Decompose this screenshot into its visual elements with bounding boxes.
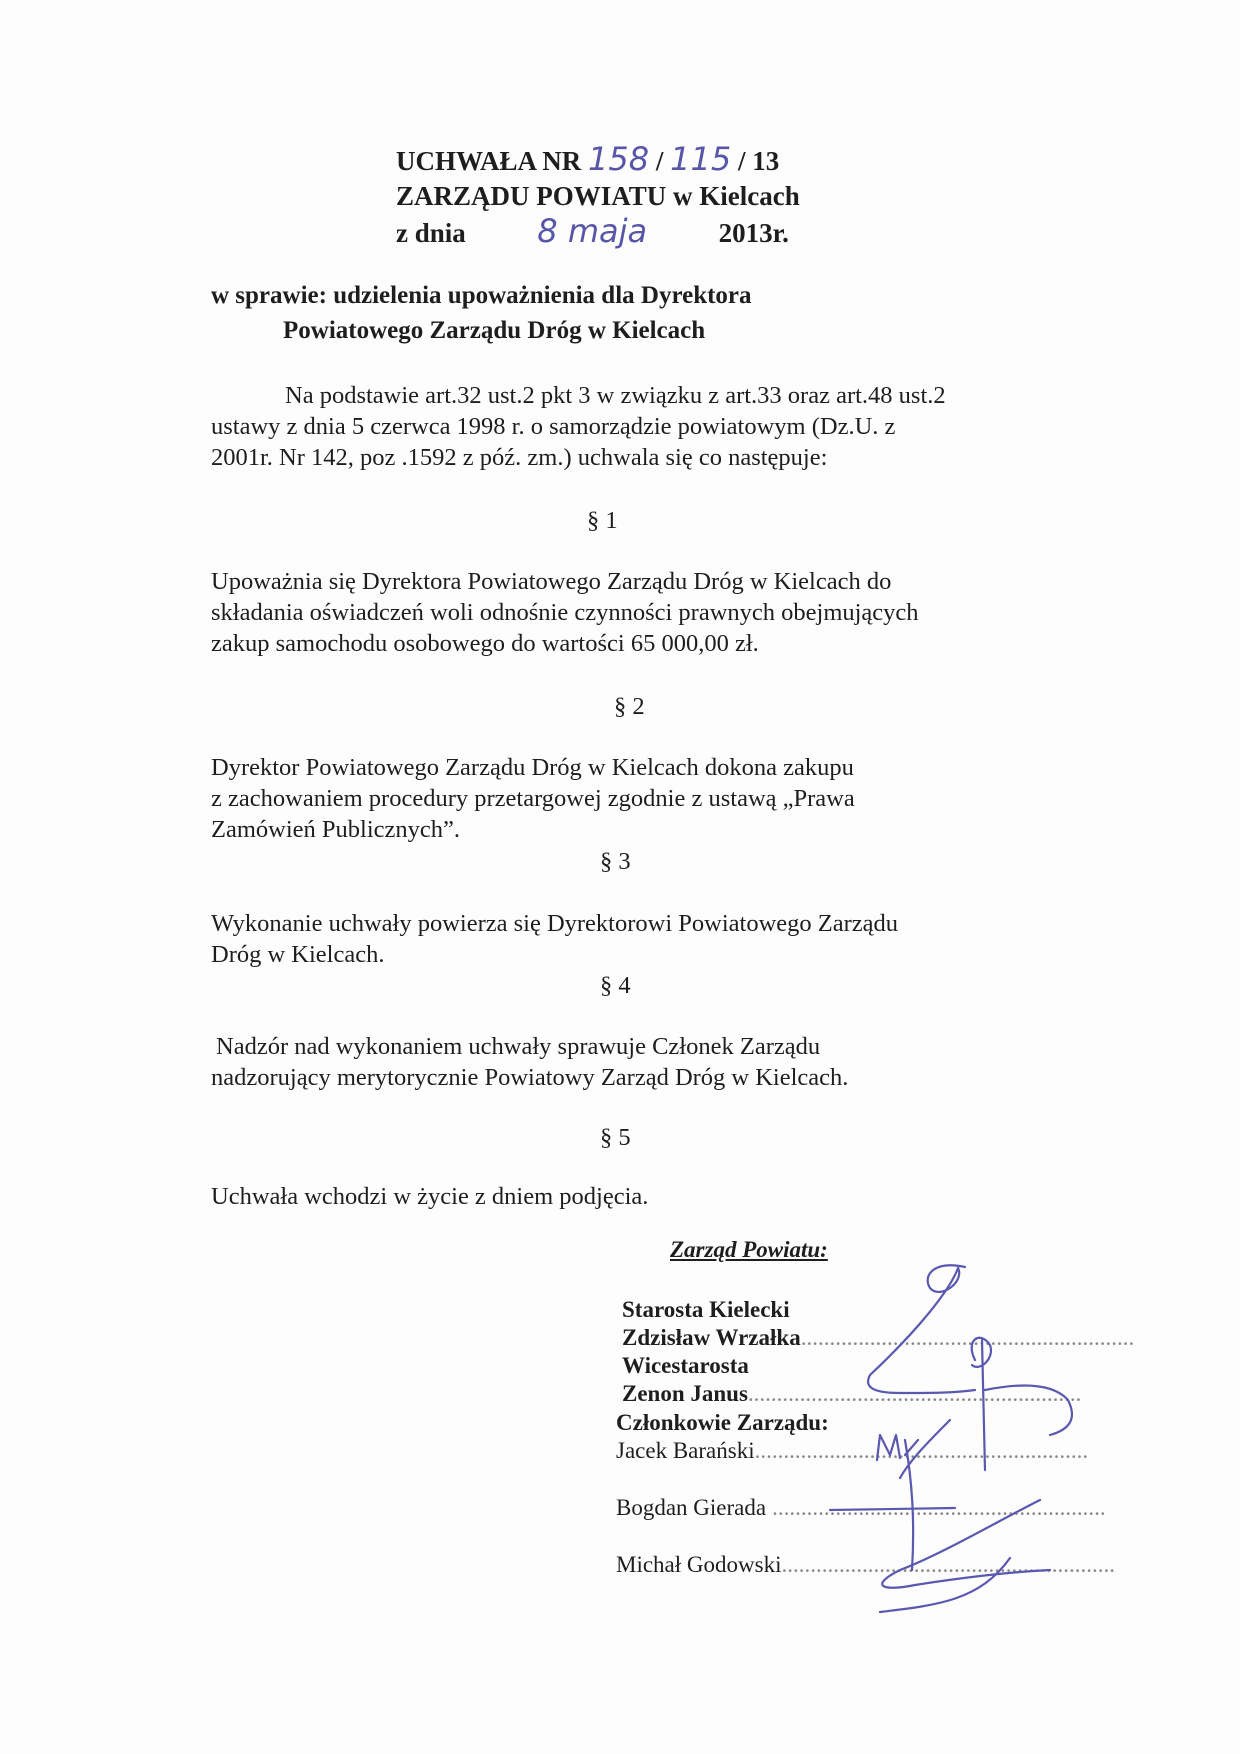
section-heading-3: § 3 — [600, 848, 631, 875]
subject-line-1: w sprawie: udzielenia upoważnienia dla Dyrektora — [211, 282, 752, 309]
section-heading-4: § 4 — [600, 972, 631, 999]
signature-ink — [830, 1265, 1072, 1612]
starosta-name: Zdzisław Wrzałka — [622, 1325, 801, 1350]
member1-signature — [877, 1420, 950, 1570]
legal-basis-line-3: 2001r. Nr 142, poz .1592 z póź. zm.) uchwala się co następuje: — [211, 444, 828, 471]
subject-line-2: Powiatowego Zarządu Dróg w Kielcach — [283, 317, 706, 344]
issuer-line: ZARZĄDU POWIATU w Kielcach — [396, 181, 800, 211]
board-title: Zarząd Powiatu: — [670, 1237, 828, 1262]
member2-signature — [830, 1508, 955, 1510]
resolution-title-prefix: UCHWAŁA NR — [396, 146, 582, 176]
section-3-line-2: Dróg w Kielcach. — [211, 941, 385, 968]
section-1-line-3: zakup samochodu osobowego do wartości 65 000,00 zł. — [211, 630, 759, 657]
section-1-line-1: Upoważnia się Dyrektora Powiatowego Zarządu Dróg w Kielcach do — [211, 568, 892, 595]
legal-basis-line-1: Na podstawie art.32 ust.2 pkt 3 w związku z art.33 oraz art.48 ust.2 — [285, 382, 946, 409]
handwritten-number-1: 158 — [588, 140, 650, 178]
signature-dots: .......................................................... — [772, 1495, 1106, 1520]
section-heading-1: § 1 — [587, 507, 618, 534]
signature-dots: .......................................................... — [800, 1325, 1135, 1350]
section-2-line-3: Zamówień Publicznych”. — [211, 816, 461, 843]
signature-dots: .......................................................... — [747, 1381, 1082, 1406]
member2-name: Bogdan Gierada — [616, 1495, 767, 1520]
members-label: Członkowie Zarządu: — [616, 1410, 829, 1435]
handwritten-date: 8 maja — [537, 212, 648, 250]
starosta-signature — [868, 1265, 975, 1393]
member1-name: Jacek Barański — [616, 1438, 755, 1463]
member3-name: Michał Godowski — [616, 1552, 782, 1577]
legal-basis-line-2: ustawy z dnia 5 czerwca 1998 r. o samorządzie powiatowym (Dz.U. z — [211, 413, 896, 440]
member3-signature — [880, 1500, 1050, 1612]
section-3-line-1: Wykonanie uchwały powierza się Dyrektorowi Powiatowego Zarządu — [211, 910, 899, 937]
section-heading-2: § 2 — [614, 693, 645, 720]
vice-role: Wicestarosta — [622, 1353, 749, 1378]
date-prefix: z dnia — [396, 218, 466, 248]
section-2-line-1: Dyrektor Powiatowego Zarządu Dróg w Kielcach dokona zakupu — [211, 754, 854, 781]
section-4-line-1: Nadzór nad wykonaniem uchwały sprawuje Członek Zarządu — [216, 1033, 821, 1060]
number-year-suffix: / 13 — [737, 146, 780, 176]
section-4-line-2: nadzorujący merytorycznie Powiatowy Zarząd Dróg w Kielcach. — [211, 1064, 849, 1091]
signature-dots: .......................................................... — [781, 1552, 1115, 1577]
number-separator: / — [655, 146, 664, 176]
handwritten-number-2: 115 — [670, 140, 732, 178]
signature-dots: .......................................................... — [754, 1438, 1089, 1463]
section-2-line-2: z zachowaniem procedury przetargowej zgodnie z ustawą „Prawa — [211, 785, 855, 812]
date-year: 2013r. — [718, 218, 789, 248]
starosta-role: Starosta Kielecki — [622, 1297, 790, 1322]
section-heading-5: § 5 — [600, 1124, 631, 1151]
section-5-line-1: Uchwała wchodzi w życie z dniem podjęcia. — [211, 1183, 649, 1210]
vice-signature — [972, 1338, 1072, 1470]
vice-name: Zenon Janus — [622, 1381, 748, 1406]
section-1-line-2: składania oświadczeń woli odnośnie czynności prawnych obejmujących — [211, 599, 919, 626]
